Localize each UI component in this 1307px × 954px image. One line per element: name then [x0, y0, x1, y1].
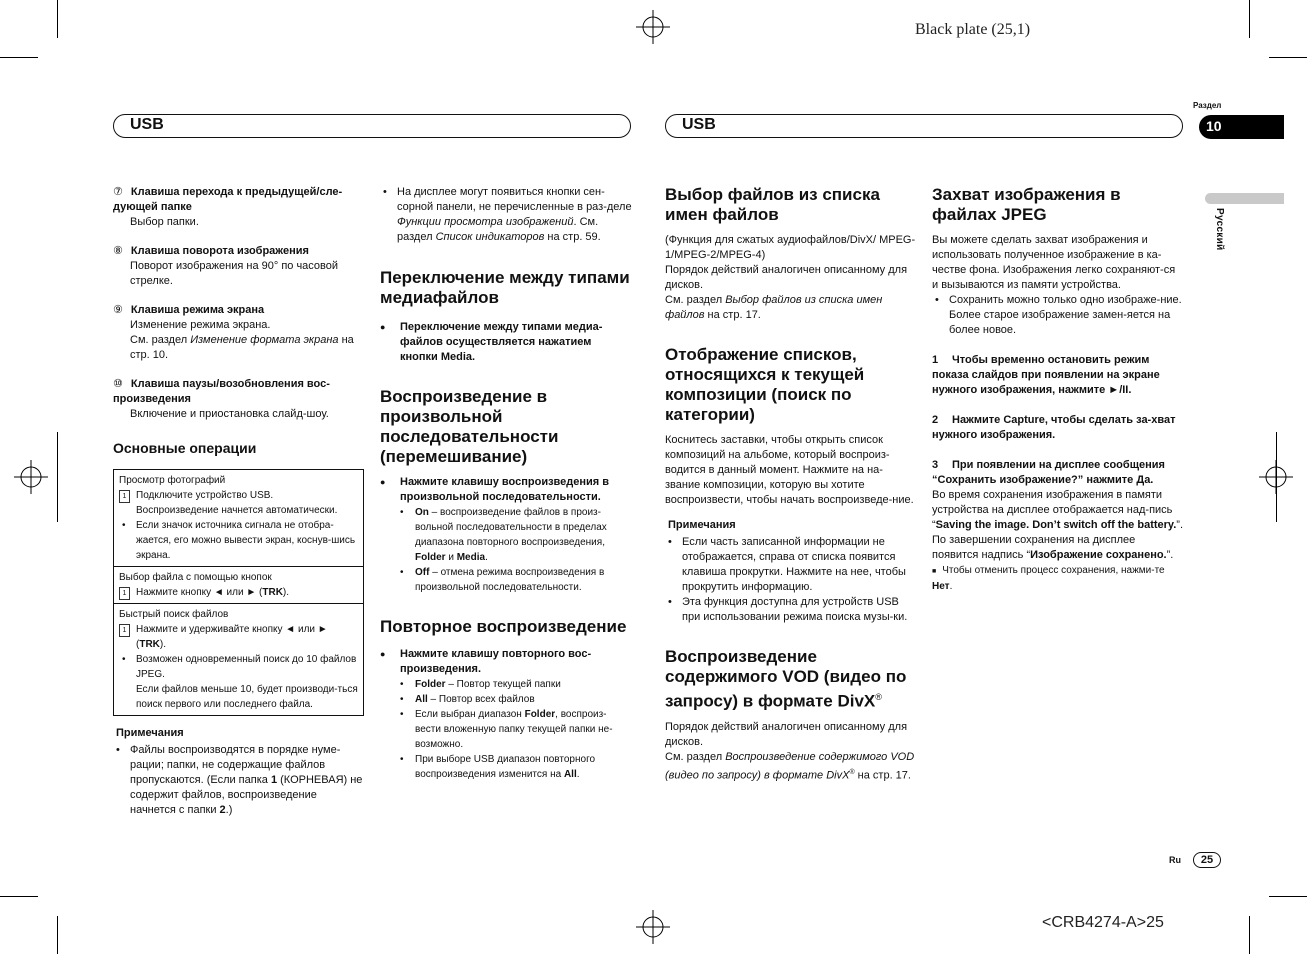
- crop-mark: [1249, 916, 1250, 954]
- shuffle-off-option: • Off – отмена режима воспроизведения в произвольной последовательности.: [380, 565, 632, 595]
- divx-vod-see: См. раздел Воспроизведение содержимого VOD (видео по запросу) в формате DivX® на стр. 17.: [665, 750, 915, 782]
- document-code: <CRB4274-A>25: [1042, 914, 1164, 931]
- switch-media-heading: Переключение между типами медиафайлов: [380, 268, 630, 307]
- item-7-text: Выбор папки.: [130, 216, 199, 228]
- select-files-see: См. раздел Выбор файлов из списка имен файлов на стр. 17.: [665, 294, 883, 321]
- crop-mark: [57, 0, 58, 38]
- column-4: [932, 185, 1184, 594]
- table-row: Просмотр фотографий 1 Подключите устройство USB. Воспроизведение начнется автоматически. • Если значок источника сигнала не отобра-жается, его можно вывести экран, коснув-шись экрана.: [114, 470, 364, 567]
- registration-mark-icon: [636, 910, 670, 944]
- item-9-text: Изменение режима экрана.: [130, 319, 271, 331]
- repeat-folder-note: • Если выбран диапазон Folder, воспроиз-вести вложенную папку текущей папки не-возможно.: [380, 707, 632, 752]
- plate-label: Black plate (25,1): [915, 21, 1031, 38]
- category-search-heading: Отображение списков, относящихся к текущей композиции (поиск по категории): [665, 345, 865, 424]
- select-files-heading: Выбор файлов из списка имен файлов: [665, 185, 880, 224]
- switch-media-step: ● Переключение между типами медиа-файлов осуществляется нажатием кнопки Media.: [380, 320, 632, 365]
- notes-heading: Примечания: [116, 727, 184, 739]
- note-item: • Если часть записанной информации не отображается, справа от списка появится клавиша прокрутки. Нажмите на нее, чтобы прокрутить информацию.: [665, 535, 917, 595]
- shuffle-heading: Воспроизведение в произвольной последовательности (перемешивание): [380, 387, 559, 466]
- item-8-title: ⑧ Клавиша поворота изображения: [113, 245, 309, 257]
- basic-operations-heading: Основные операции: [113, 440, 257, 456]
- jpeg-capture-heading: Захват изображения в файлах JPEG: [932, 185, 1121, 224]
- select-files-text: (Функция для сжатых аудиофайлов/DivX/ MPEG-1/MPEG-2/MPEG-4): [665, 234, 916, 261]
- language-label: Русский: [1214, 208, 1225, 251]
- repeat-heading: Повторное воспроизведение: [380, 617, 627, 636]
- registration-mark-icon: [636, 10, 670, 44]
- repeat-all-option: • All – Повтор всех файлов: [380, 692, 632, 707]
- section-number-tab: [1199, 115, 1284, 139]
- column-2: [380, 185, 632, 782]
- jpeg-capture-bullet: • Сохранить можно только одно изображе-ние. Более старое изображение замен-яется на более новое.: [932, 293, 1184, 338]
- capture-step-1: 1 Чтобы временно остановить режим показа слайдов при появлении на экране нужного изображения, нажмите ►/II.: [932, 354, 1160, 396]
- touch-buttons-note: • На дисплее могут появиться кнопки сен-сорной панели, не перечисленные в раз-деле Функции просмотра изображений. См. раздел Список индикаторов на стр. 59.: [380, 185, 632, 245]
- crop-mark: [57, 432, 58, 522]
- note-item: • Файлы воспроизводятся в порядке нуме-рации; папки, не содержащие файлов пропускаются. (Если папка 1 (КОРНЕВАЯ) не содержит файлов, воспроизведение начнется с папки 2.): [113, 743, 365, 818]
- shuffle-step: ● Нажмите клавишу воспроизведения в произвольной последовательности.: [380, 475, 632, 505]
- operations-table: [113, 469, 364, 716]
- table-row: Быстрый поиск файлов 1 Нажмите и удерживайте кнопку ◄ или ► (TRK). • Возможен одновременный поиск до 10 файлов JPEG. Если файлов меньше 10, будет производи-ться поиск первого или последнего файла.: [114, 604, 364, 716]
- crop-mark: [1269, 57, 1307, 58]
- jpeg-capture-text: Вы можете сделать захват изображения и использовать полученное изображение в ка-честве фона. Изображения легко сохраняют-ся и вызываются из памяти устройства.: [932, 234, 1176, 291]
- page-language: Ru: [1169, 855, 1181, 865]
- note-item: • Эта функция доступна для устройств USB при использовании режима поиска музы-ки.: [665, 595, 917, 625]
- left-header-bar: [113, 114, 631, 138]
- section-number: 10: [1206, 118, 1222, 134]
- capture-step-3: 3 При появлении на дисплее сообщения “Сохранить изображение?” нажмите Да.: [932, 459, 1165, 486]
- repeat-step: ● Нажмите клавишу повторного вос-произведения.: [380, 647, 632, 677]
- crop-mark: [0, 896, 38, 897]
- table-row: Выбор файла с помощью кнопок 1 Нажмите кнопку ◄ или ► (TRK).: [114, 567, 364, 604]
- capture-cancel-note: ■ Чтобы отменить процесс сохранения, нажми-те Нет.: [932, 565, 1165, 592]
- capture-step-2: 2 Нажмите Capture, чтобы сделать за-хват нужного изображения.: [932, 414, 1176, 441]
- item-7-title: ⑦ Клавиша перехода к предыдущей/сле-дующей папке: [113, 186, 343, 213]
- column-3: [665, 185, 917, 783]
- item-10-text: Включение и приостановка слайд-шоу.: [130, 408, 329, 420]
- notes-heading: Примечания: [668, 519, 736, 531]
- crop-mark: [57, 916, 58, 954]
- right-header-title: USB: [682, 116, 716, 133]
- crop-mark: [1269, 896, 1307, 897]
- repeat-folder-option: • Folder – Повтор текущей папки: [380, 677, 632, 692]
- divx-vod-text: Порядок действий аналогичен описанному для дисков.: [665, 720, 908, 748]
- shuffle-on-option: • On – воспроизведение файлов в произ-вольной последовательности в пределах диапазона повторного воспроизведения, Folder и Media.: [380, 505, 632, 565]
- divx-vod-heading: Воспроизведение содержимого VOD (видео по запросу) в формате DivX®: [665, 647, 907, 711]
- item-8-text: Поворот изображения на 90° по часовой стрелке.: [130, 260, 339, 287]
- capture-save-text: Во время сохранения изображения в памяти устройства на дисплее отображается над-пись “Saving the image. Don’t switch off the battery.”. По завершении сохранения на дисплее появится надпись “Изображение сохранено.”.: [932, 489, 1184, 561]
- section-label: Раздел: [1193, 101, 1222, 110]
- crop-mark: [1276, 432, 1277, 522]
- select-files-text-2: Порядок действий аналогичен описанному для дисков.: [665, 264, 908, 291]
- crop-mark: [1249, 0, 1250, 38]
- left-header-title: USB: [130, 116, 164, 133]
- registration-mark-icon: [14, 460, 48, 494]
- item-9-title: ⑨ Клавиша режима экрана: [113, 304, 265, 316]
- language-tab: [1205, 193, 1284, 204]
- crop-mark: [0, 57, 38, 58]
- right-header-bar: [665, 114, 1183, 138]
- page-number: 25: [1193, 852, 1221, 868]
- column-1: [113, 185, 365, 818]
- category-search-text: Коснитесь заставки, чтобы открыть список композиций на альбоме, который воспроиз-водится в данный момент. Нажмите на на-звание композиции, которую вы хотите воспроизвести, чтобы начать воспроизведе-ние.: [665, 434, 914, 506]
- repeat-usb-note: • При выборе USB диапазон повторного воспроизведения изменится на All.: [380, 752, 632, 782]
- item-9-see: См. раздел Изменение формата экрана на стр. 10.: [130, 334, 354, 361]
- item-10-title: ⑩ Клавиша паузы/возобновления вос-произведения: [113, 378, 330, 405]
